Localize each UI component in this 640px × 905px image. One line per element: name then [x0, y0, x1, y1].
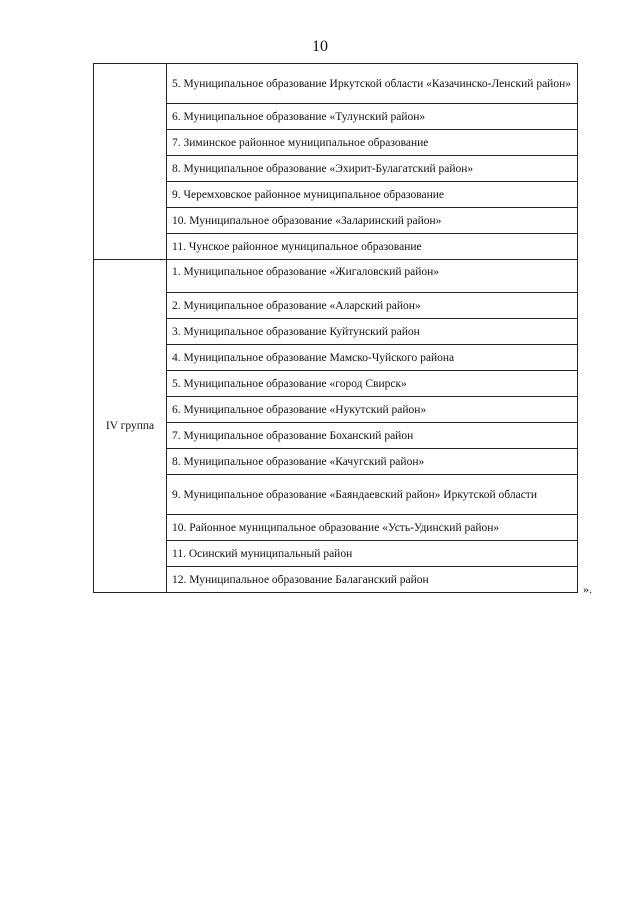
- group-label-cell: IV группа: [94, 260, 167, 593]
- municipality-item: 6. Муниципальное образование «Тулунский район»: [167, 104, 578, 130]
- page-number: 10: [312, 38, 328, 55]
- table-row: [94, 475, 578, 515]
- municipality-item: 10. Районное муниципальное образование «Усть-Удинский район»: [167, 515, 578, 541]
- municipality-item: 8. Муниципальное образование «Эхирит-Булагатский район»: [167, 156, 578, 182]
- municipality-item: 7. Зиминское районное муниципальное образование: [167, 130, 578, 156]
- table-row: [94, 182, 578, 208]
- group-label-cell: [94, 64, 167, 260]
- table-row: [94, 397, 578, 423]
- municipality-item: 11. Осинский муниципальный район: [167, 541, 578, 567]
- table-row: [94, 449, 578, 475]
- table-row: [94, 345, 578, 371]
- table-row: [94, 423, 578, 449]
- municipality-item: 3. Муниципальное образование Куйтунский район: [167, 319, 578, 345]
- table-row: [94, 567, 578, 593]
- table-row: [94, 104, 578, 130]
- municipality-item: 10. Муниципальное образование «Заларинский район»: [167, 208, 578, 234]
- table-row: [94, 64, 578, 104]
- municipality-item: 8. Муниципальное образование «Качугский район»: [167, 449, 578, 475]
- table-row: [94, 156, 578, 182]
- table-row: [94, 130, 578, 156]
- municipality-item: 5. Муниципальное образование Иркутской области «Казачинско-Ленский район»: [167, 64, 578, 104]
- municipality-item: 4. Муниципальное образование Мамско-Чуйского района: [167, 345, 578, 371]
- municipality-item: 12. Муниципальное образование Балаганский район: [167, 567, 578, 593]
- table-row: [94, 260, 578, 293]
- municipality-item: 7. Муниципальное образование Боханский район: [167, 423, 578, 449]
- closing-quote-mark: ».: [583, 582, 592, 596]
- table-row: [94, 541, 578, 567]
- table-row: [94, 293, 578, 319]
- table-row: [94, 371, 578, 397]
- municipality-item: 9. Черемховское районное муниципальное образование: [167, 182, 578, 208]
- municipality-item: 5. Муниципальное образование «город Свирск»: [167, 371, 578, 397]
- table-row: [94, 515, 578, 541]
- municipality-item: 2. Муниципальное образование «Аларский район»: [167, 293, 578, 319]
- table-row: [94, 319, 578, 345]
- table-row: [94, 208, 578, 234]
- municipality-item: 1. Муниципальное образование «Жигаловский район»: [167, 260, 578, 293]
- municipality-groups-table: [93, 63, 578, 593]
- municipality-item: 11. Чунское районное муниципальное образование: [167, 234, 578, 260]
- municipality-item: 6. Муниципальное образование «Нукутский район»: [167, 397, 578, 423]
- table-row: [94, 234, 578, 260]
- municipality-item: 9. Муниципальное образование «Баяндаевский район» Иркутской области: [167, 475, 578, 515]
